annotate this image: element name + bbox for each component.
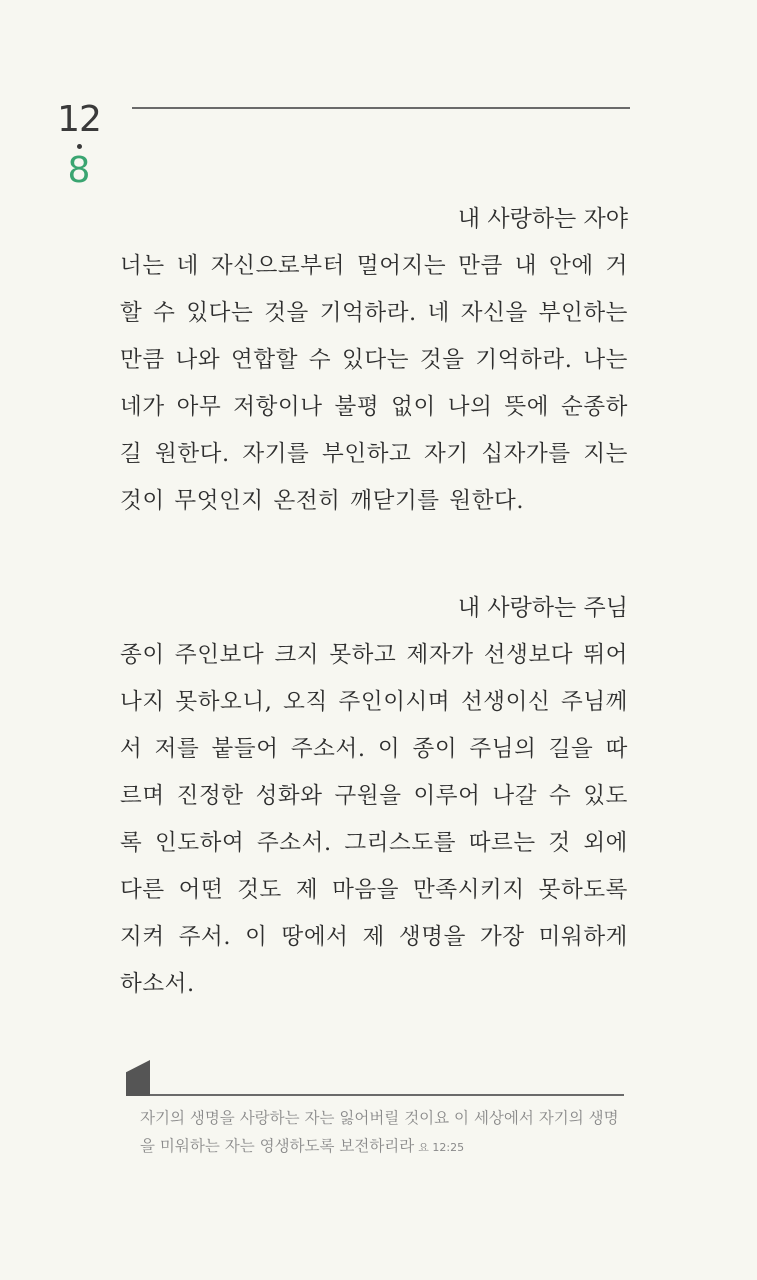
footer-divider [126,1060,624,1096]
day-number: 8 [67,150,91,191]
message-paragraph: 너는 네 자신으로부터 멀어지는 만큼 내 안에 거할 수 있다는 것을 기억하라. 네 자신을 부인하는 만큼 나와 연합할 수 있다는 것을 기억하라. 나는 네가 아무 저항이나 불평 없이 나의 뜻에 순종하길 원한다. 자기를 부인하고 자기 십자가를 지는 것이 무엇인지 온전히 깨닫기를 원한다. [120,253,628,514]
devotion-message-section [120,196,628,525]
footer-rule [150,1094,624,1096]
date-marker [52,100,106,191]
prayer-paragraph: 종이 주인보다 크지 못하고 제자가 선생보다 뛰어나지 못하오니, 오직 주인이시며 선생이신 주님께서 저를 붙들어 주소서. 이 종이 주님의 길을 따르며 진정한 성화와 구원을 이루어 나갈 수 있도록 인도하여 주소서. 그리스도를 따르는 것 외에 다른 어떤 것도 제 마음을 만족시키지 못하도록 지켜 주서. 이 땅에서 제 생명을 가장 미워하게 하소서. [120,642,628,997]
salutation-lord: 내 사랑하는 주님 [457,595,628,621]
prayer-response-section [120,585,628,1008]
salutation-beloved: 내 사랑하는 자야 [457,206,628,232]
corner-tab-marker [126,1060,150,1096]
verse-reference: 요 12:25 [418,1141,465,1154]
scripture-verse [140,1104,620,1162]
date-separator-dot [77,144,82,149]
verse-text: 자기의 생명을 사랑하는 자는 잃어버릴 것이요 이 세상에서 자기의 생명을 미워하는 자는 영생하도록 보전하리라 [140,1109,619,1155]
month-number: 12 [57,99,101,140]
top-divider [132,107,630,109]
